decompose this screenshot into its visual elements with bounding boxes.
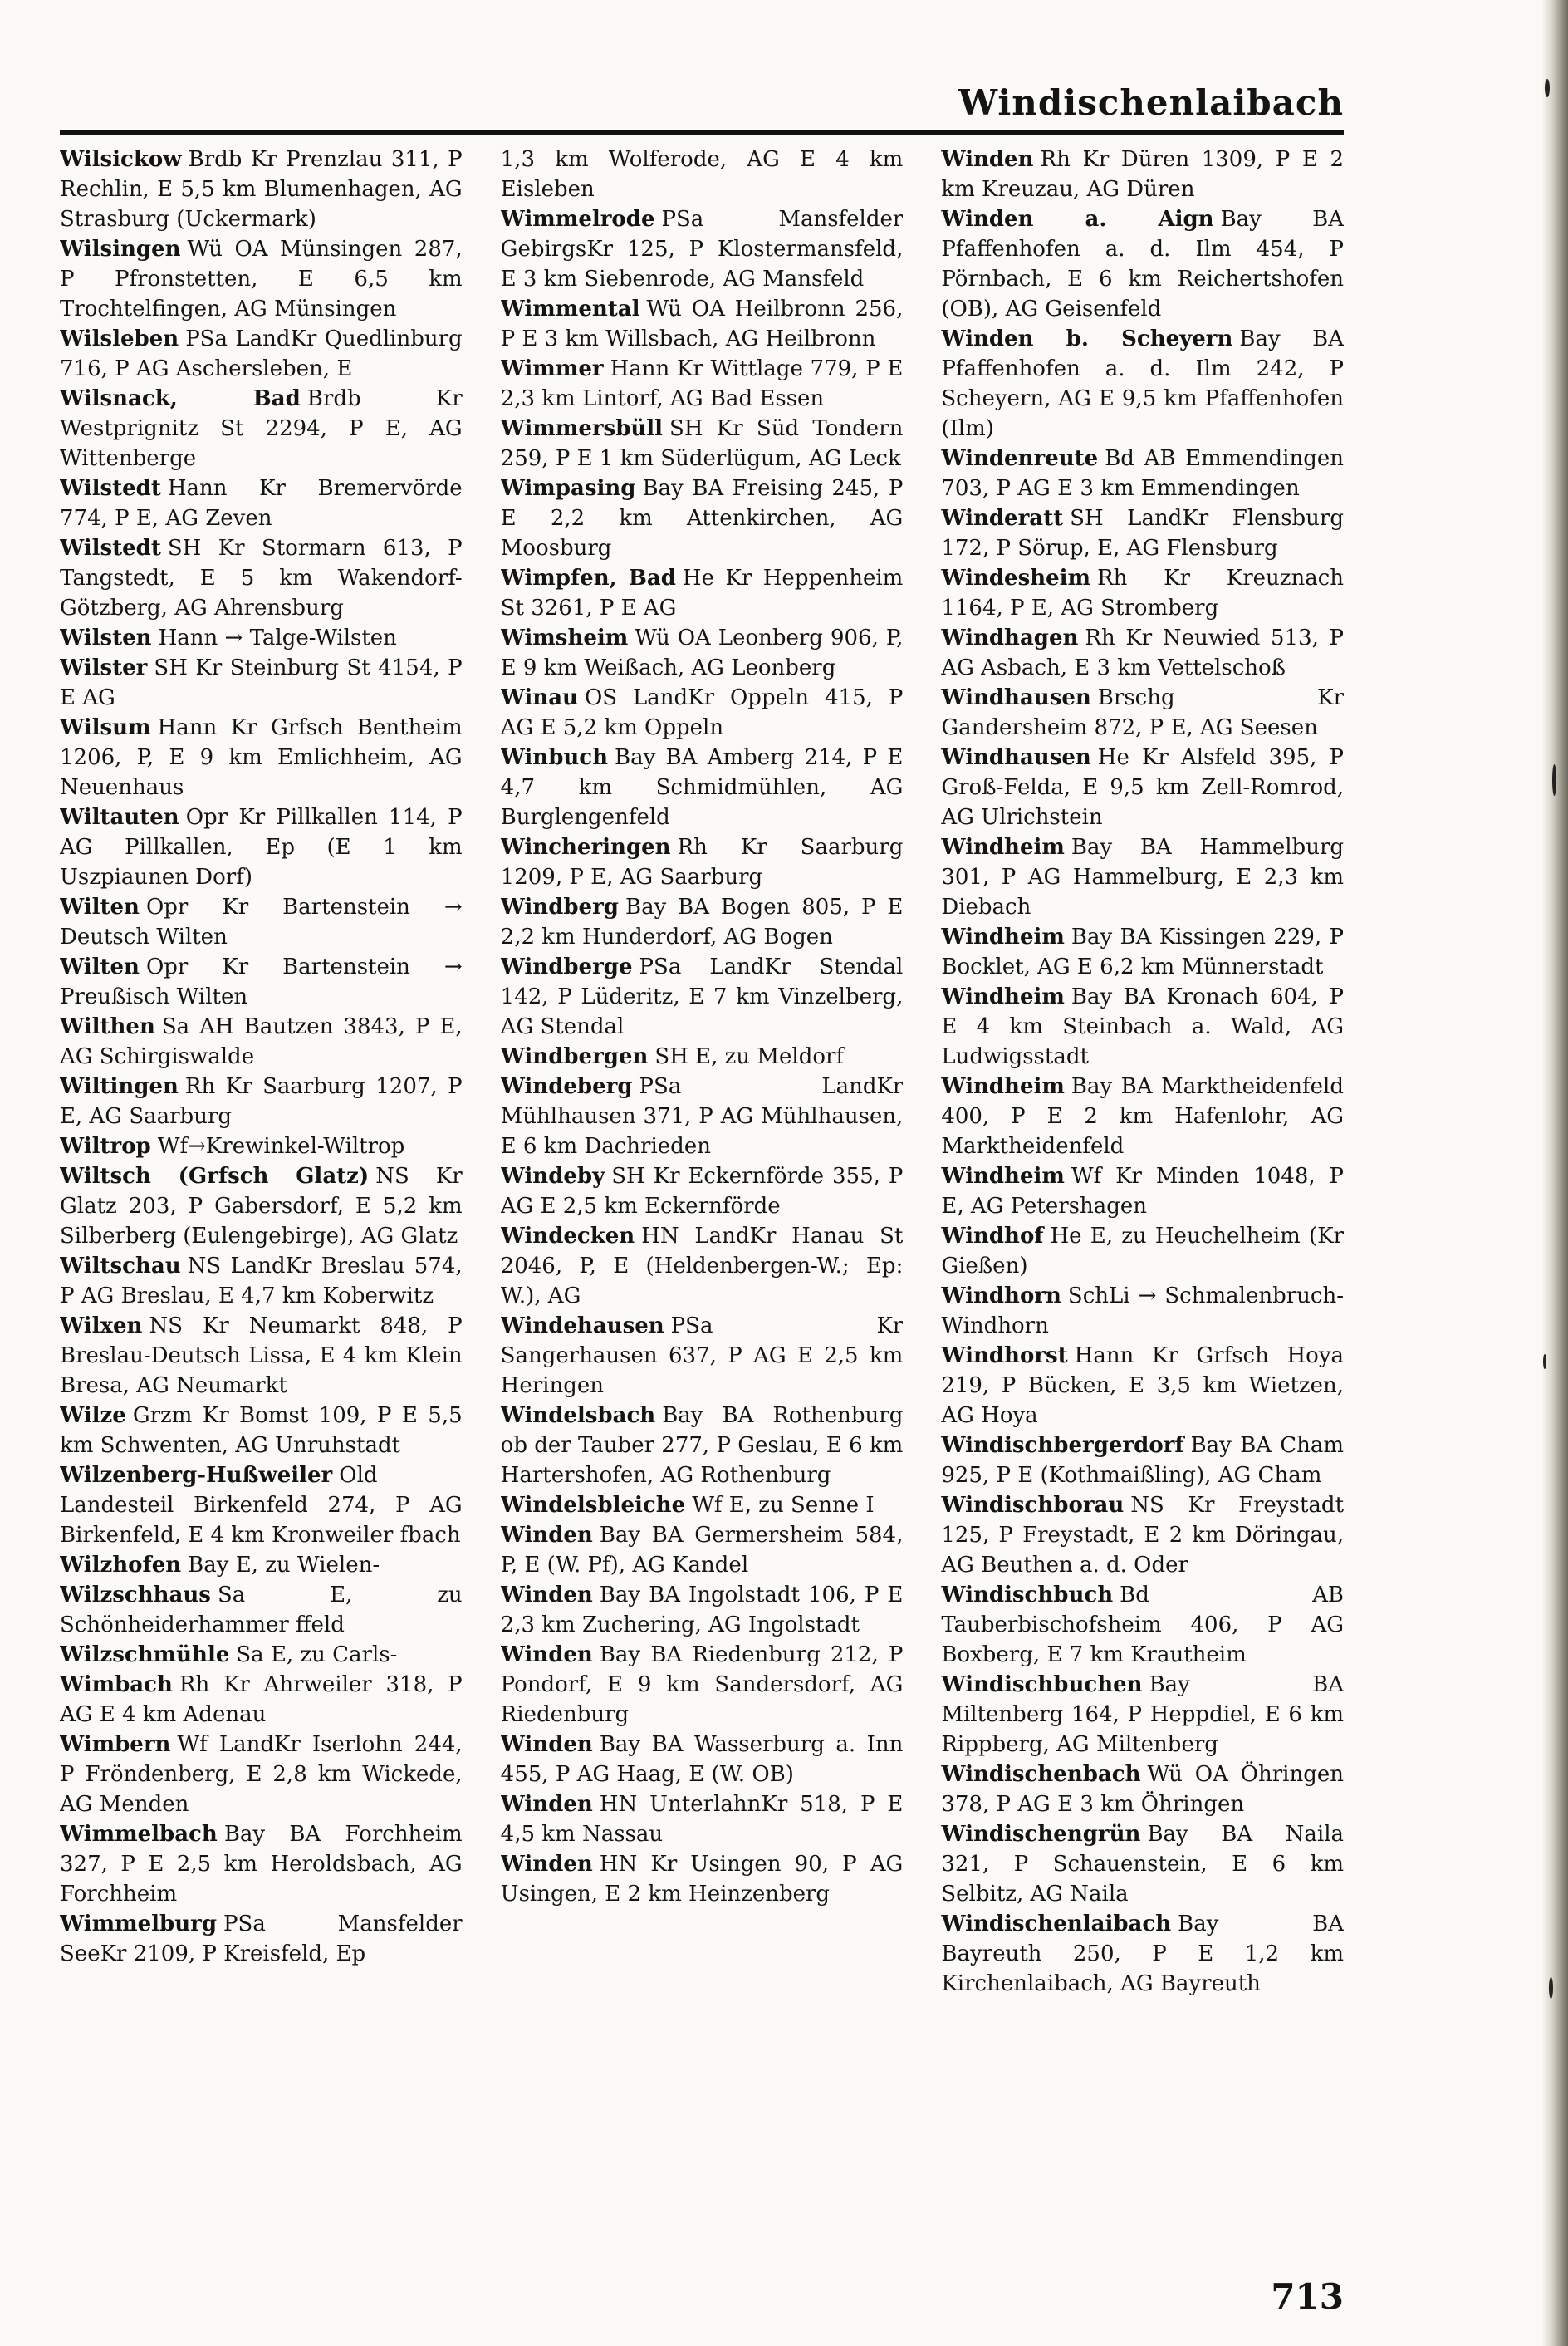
entry-text: Rh Kr Neuwied 513, P AG Asbach, E 3 km Vettelschoß [941, 626, 1345, 680]
entry-headword: Windheim [941, 1164, 1065, 1189]
entry [60, 892, 463, 952]
entry-text: SH E, zu Meldorf [654, 1044, 845, 1069]
entry [501, 1401, 904, 1490]
entry [501, 623, 904, 683]
entry-headword: Wiltschau [60, 1254, 181, 1279]
entry-text: SH Kr Steinburg St 4154, P E AG [60, 655, 463, 710]
entry [941, 1431, 1344, 1490]
entry-text: Bd AB Tauberbischofsheim 406, P AG Boxberg, E 7 km Krautheim [941, 1583, 1345, 1667]
entry-headword: Winden [941, 147, 1034, 172]
entry-text: PSa LandKr Stendal 142, P Lüderitz, E 7 km Vinzelberg, AG Stendal [500, 955, 904, 1039]
entry-text: He Kr Heppenheim St 3261, P E AG [500, 566, 904, 621]
entry [941, 444, 1344, 503]
entry-headword: Wincheringen [500, 835, 671, 860]
page-header [60, 66, 1344, 135]
entry-headword: Winden [500, 1792, 593, 1817]
entry [941, 1819, 1344, 1909]
entry [501, 145, 904, 204]
entry [941, 1341, 1344, 1431]
entry-headword: Wilzschmühle [60, 1642, 230, 1667]
entry-headword: Winau [500, 685, 578, 710]
entry [60, 1580, 463, 1640]
entry-text: HN Kr Usingen 90, P AG Usingen, E 2 km Heinzenberg [500, 1852, 904, 1907]
entry [941, 563, 1344, 623]
entry-text: Rh Kr Saarburg 1207, P E, AG Saarburg [60, 1074, 463, 1129]
entry-text: PSa LandKr Mühlhausen 371, P AG Mühlhausen, E 6 km Dachrieden [500, 1074, 904, 1159]
entry-headword: Wilstedt [60, 476, 161, 501]
entry-headword: Windheim [941, 1074, 1065, 1099]
entry [60, 324, 463, 384]
entry-headword: Wiltrop [60, 1134, 151, 1159]
entry-text: Bay BA Germersheim 584, P, E (W. Pf), AG Kandel [500, 1523, 904, 1578]
entry-headword: Winderatt [941, 506, 1064, 531]
entry-text: 1,3 km Wolferode, AG E 4 km Eisleben [500, 147, 904, 202]
entry [60, 145, 463, 234]
entry [501, 204, 904, 294]
entry-text: Wü OA Leonberg 906, P, E 9 km Weißach, AG Leonberg [500, 626, 904, 680]
entry [60, 952, 463, 1012]
entry-headword: Winden b. Scheyern [941, 326, 1233, 351]
entry-text: Opr Kr Bartenstein → Deutsch Wilten [60, 895, 463, 950]
entry [501, 474, 904, 563]
entry-text: Bay BA Marktheidenfeld 400, P E 2 km Hafenlohr, AG Marktheidenfeld [941, 1074, 1345, 1159]
entry-headword: Wimbach [60, 1672, 173, 1697]
entry-text: Bay BA Forchheim 327, P E 2,5 km Heroldsbach, AG Forchheim [60, 1822, 463, 1907]
entry-headword: Windischbergerdorf [941, 1433, 1184, 1458]
entry [60, 1909, 463, 1969]
entry-text: Brdb Kr Westprignitz St 2294, P E, AG Wittenberge [60, 386, 463, 471]
entry-headword: Wilsickow [60, 147, 182, 172]
entry-headword: Wimmer [500, 356, 604, 381]
entry-text: Bd AB Emmendingen 703, P AG E 3 km Emmendingen [941, 446, 1345, 501]
entry-text: Bay BA Ingolstadt 106, P E 2,3 km Zuchering, AG Ingolstadt [500, 1583, 904, 1637]
entry-headword: Wiltsch (Grfsch Glatz) [60, 1164, 370, 1189]
entry-text: Bay BA Naila 321, P Schauenstein, E 6 km Selbitz, AG Naila [941, 1822, 1345, 1907]
entry [501, 414, 904, 474]
entry-headword: Wilzhofen [60, 1553, 182, 1578]
entry-text: Wf LandKr Iserlohn 244, P Fröndenberg, E 2,8 km Wickede, AG Menden [60, 1732, 463, 1817]
column-2 [501, 145, 904, 2246]
entry [60, 1460, 463, 1550]
entry-headword: Windehausen [500, 1313, 664, 1338]
entry-headword: Windischengrün [941, 1822, 1141, 1847]
entry-headword: Winden a. Aign [941, 207, 1214, 232]
entry-headword: Wiltingen [60, 1074, 179, 1099]
entry-headword: Windhorn [941, 1283, 1061, 1308]
entry-headword: Wilsum [60, 715, 151, 740]
entry-headword: Windecken [500, 1224, 635, 1249]
entry-headword: Windhagen [941, 626, 1079, 650]
entry-headword: Wimpasing [500, 476, 636, 501]
entry-headword: Wilten [60, 955, 140, 979]
entry-headword: Windischenlaibach [941, 1912, 1172, 1936]
entry-text: NS Kr Freystadt 125, P Freystadt, E 2 km Döringau, AG Beuthen a. d. Oder [941, 1493, 1345, 1578]
entry [60, 1819, 463, 1909]
entry-text: Hann → Talge-Wilsten [158, 626, 397, 650]
entry-text: Bay BA Pfaffenhofen a. d. Ilm 454, P Pörnbach, E 6 km Reichertshofen (OB), AG Geisenfeld [941, 207, 1345, 321]
entry-text: Bay BA Wasserburg a. Inn 455, P AG Haag, E (W. OB) [500, 1732, 904, 1787]
entry [941, 1580, 1344, 1670]
entry-text: Opr Kr Bartenstein → Preußisch Wilten [60, 955, 463, 1009]
entry [941, 743, 1344, 832]
entry-headword: Windhorst [941, 1343, 1068, 1368]
entry [941, 204, 1344, 324]
entry-text: SH Kr Eckernförde 355, P AG E 2,5 km Eckernförde [500, 1164, 904, 1219]
entry [60, 1670, 463, 1730]
entry-text: Wf E, zu Senne I [692, 1493, 875, 1518]
entry-headword: Windhausen [941, 685, 1091, 710]
entry [60, 1550, 463, 1580]
entry-text: Bay BA Bogen 805, P E 2,2 km Hunderdorf, AG Bogen [500, 895, 904, 950]
entry [501, 1520, 904, 1580]
entry-text: Hann Kr Wittlage 779, P E 2,3 km Lintorf, AG Bad Essen [500, 356, 904, 411]
entry-headword: Wilxen [60, 1313, 143, 1338]
entry [60, 1161, 463, 1251]
column-3 [941, 145, 1344, 2246]
entry [60, 1131, 463, 1161]
entry-text: NS Kr Glatz 203, P Gabersdorf, E 5,2 km Silberberg (Eulengebirge), AG Glatz [60, 1164, 463, 1249]
entry [941, 1161, 1344, 1221]
entry [60, 653, 463, 713]
entry-headword: Winden [500, 1642, 593, 1667]
entry [501, 1042, 904, 1072]
entry-text: Sa E, zu Schönheiderhammer ffeld [60, 1583, 463, 1637]
entry-text: HN UnterlahnKr 518, P E 4,5 km Nassau [500, 1792, 904, 1847]
entry-text: Opr Kr Pillkallen 114, P AG Pillkallen, Ep (E 1 km Uszpiaunen Dorf) [60, 805, 463, 890]
entry-headword: Wimmersbüll [500, 416, 664, 441]
entry-text: Rh Kr Kreuznach 1164, P E, AG Stromberg [941, 566, 1345, 621]
entry-text: Bay BA Bayreuth 250, P E 1,2 km Kirchenlaibach, AG Bayreuth [941, 1912, 1345, 1996]
entry-text: Wf Kr Minden 1048, P E, AG Petershagen [941, 1164, 1345, 1219]
entry-text: SH LandKr Flensburg 172, P Sörup, E, AG Flensburg [941, 506, 1345, 561]
entry [501, 1730, 904, 1789]
entry-text: He E, zu Heuchelheim (Kr Gießen) [941, 1224, 1345, 1279]
entry-columns [60, 145, 1344, 2246]
entry [501, 1072, 904, 1161]
entry [60, 1012, 463, 1072]
entry [60, 474, 463, 533]
entry-text: Old Landesteil Birkenfeld 274, P AG Birkenfeld, E 4 km Kronweiler fbach [60, 1463, 463, 1548]
entry-headword: Wilsingen [60, 237, 181, 262]
entry-text: He Kr Alsfeld 395, P Groß-Felda, E 9,5 km Zell-Romrod, AG Ulrichstein [941, 745, 1345, 830]
entry [941, 1281, 1344, 1341]
entry-text: Bay BA Cham 925, P E (Kothmaißling), AG Cham [941, 1433, 1345, 1488]
entry-headword: Windenreute [941, 446, 1099, 471]
entry-headword: Windischbuch [941, 1583, 1114, 1607]
entry [941, 1490, 1344, 1580]
entry [941, 1760, 1344, 1819]
entry [60, 234, 463, 324]
entry-headword: Windbergen [500, 1044, 649, 1069]
entry-headword: Windheim [941, 835, 1065, 860]
entry-headword: Windberg [500, 895, 619, 920]
entry [501, 1221, 904, 1311]
entry-headword: Wilze [60, 1403, 126, 1428]
entry-text: Bay BA Riedenburg 212, P Pondorf, E 9 km Sandersdorf, AG Riedenburg [500, 1642, 904, 1727]
entry-text: Wf→Krewinkel-Wiltrop [157, 1134, 405, 1159]
entry [941, 1072, 1344, 1161]
entry [501, 1161, 904, 1221]
entry-text: Hann Kr Bremervörde 774, P E, AG Zeven [60, 476, 463, 531]
entry-text: Grzm Kr Bomst 109, P E 5,5 km Schwenten, AG Unruhstadt [60, 1403, 463, 1458]
entry-headword: Wimpfen, Bad [500, 566, 676, 591]
scan-speck [1543, 1354, 1546, 1369]
entry-text: PSa Kr Sangerhausen 637, P AG E 2,5 km Heringen [500, 1313, 904, 1398]
entry-text: SH Kr Stormarn 613, P Tangstedt, E 5 km Wakendorf-Götzberg, AG Ahrensburg [60, 536, 463, 621]
entry [501, 1490, 904, 1520]
entry-text: SH Kr Süd Tondern 259, P E 1 km Süderlügum, AG Leck [500, 416, 904, 471]
entry-headword: Wimmelbach [60, 1822, 218, 1847]
entry-text: Bay BA Hammelburg 301, P AG Hammelburg, E 2,3 km Diebach [941, 835, 1345, 920]
page-number: 713 [1271, 2276, 1344, 2317]
entry-headword: Wimsheim [500, 626, 629, 650]
scan-speck [1545, 79, 1550, 97]
entry-headword: Windischenbach [941, 1762, 1141, 1787]
entry-text: NS LandKr Breslau 574, P AG Breslau, E 4,7 km Koberwitz [60, 1254, 463, 1308]
entry-text: PSa Mansfelder GebirgsKr 125, P Klostermansfeld, E 3 km Siebenrode, AG Mansfeld [500, 207, 904, 292]
entry-text: PSa LandKr Quedlinburg 716, P AG Aschersleben, E [60, 326, 463, 381]
scan-speck [1549, 1977, 1553, 1999]
entry [501, 1640, 904, 1730]
entry-headword: Winbuch [500, 745, 609, 770]
entry-text: Hann Kr Grfsch Hoya 219, P Bücken, E 3,5 km Wietzen, AG Hoya [941, 1343, 1345, 1428]
entry-headword: Windeby [500, 1164, 605, 1189]
entry-text: NS Kr Neumarkt 848, P Breslau-Deutsch Lissa, E 4 km Klein Bresa, AG Neumarkt [60, 1313, 463, 1398]
entry-text: Wü OA Heilbronn 256, P E 3 km Willsbach, AG Heilbronn [500, 297, 904, 351]
entry-headword: Winden [500, 1523, 593, 1548]
entry-headword: Wilstedt [60, 536, 161, 561]
entry [941, 1221, 1344, 1281]
entry [60, 1072, 463, 1131]
entry [501, 892, 904, 952]
entry [501, 952, 904, 1042]
entry-headword: Wimbern [60, 1732, 171, 1757]
entry-headword: Windhausen [941, 745, 1091, 770]
entry-headword: Wimmelburg [60, 1912, 218, 1936]
entry-headword: Wilsten [60, 626, 152, 650]
entry-text: Bay BA Kronach 604, P E 4 km Steinbach a. Wald, AG Ludwigsstadt [941, 984, 1345, 1069]
entry [501, 354, 904, 414]
scan-speck [1552, 764, 1556, 796]
entry-headword: Windesheim [941, 566, 1091, 591]
entry [941, 1670, 1344, 1760]
entry-text: Hann Kr Grfsch Bentheim 1206, P, E 9 km Emlichheim, AG Neuenhaus [60, 715, 463, 800]
entry-text: Wü OA Münsingen 287, P Pfronstetten, E 6,5 km Trochtelfingen, AG Münsingen [60, 237, 463, 321]
entry-headword: Windheim [941, 925, 1065, 950]
entry-text: Wü OA Öhringen 378, P AG E 3 km Öhringen [941, 1762, 1345, 1817]
entry [501, 832, 904, 892]
entry [941, 324, 1344, 444]
entry [941, 145, 1344, 204]
entry-text: OS LandKr Oppeln 415, P AG E 5,2 km Oppeln [500, 685, 904, 740]
entry-text: Rh Kr Düren 1309, P E 2 km Kreuzau, AG Düren [941, 147, 1345, 202]
entry [941, 503, 1344, 563]
entry-headword: Windberge [500, 955, 633, 979]
entry [60, 802, 463, 892]
entry-headword: Windeberg [500, 1074, 633, 1099]
entry [941, 1909, 1344, 1999]
entry [60, 1730, 463, 1819]
entry-text: Bay BA Miltenberg 164, P Heppdiel, E 6 km Rippberg, AG Miltenberg [941, 1672, 1345, 1757]
entry-text: Bay BA Rothenburg ob der Tauber 277, P Geslau, E 6 km Hartershofen, AG Rothenburg [500, 1403, 904, 1488]
entry [501, 1849, 904, 1909]
entry [60, 1251, 463, 1311]
entry [501, 563, 904, 623]
entry-headword: Winden [500, 1852, 593, 1877]
entry [60, 1401, 463, 1460]
entry [941, 832, 1344, 922]
entry [941, 982, 1344, 1072]
entry-headword: Wilster [60, 655, 148, 680]
entry-headword: Wimmental [500, 297, 640, 321]
entry [60, 1640, 463, 1670]
entry [60, 384, 463, 474]
entry-headword: Wilzschhaus [60, 1583, 211, 1607]
entry-text: Bay BA Pfaffenhofen a. d. Ilm 242, P Scheyern, AG E 9,5 km Pfaffenhofen (Ilm) [941, 326, 1345, 441]
entry-headword: Wilzenberg-Hußweiler [60, 1463, 333, 1488]
entry [501, 743, 904, 832]
entry [941, 623, 1344, 683]
entry-headword: Wiltauten [60, 805, 179, 830]
entry-headword: Wilsleben [60, 326, 179, 351]
entry-headword: Wilsnack, Bad [60, 386, 301, 411]
entry-headword: Winden [500, 1583, 593, 1607]
entry-headword: Windheim [941, 984, 1065, 1009]
running-head: Windischenlaibach [958, 82, 1344, 123]
entry [501, 294, 904, 354]
entry-text: Rh Kr Saarburg 1209, P E, AG Saarburg [500, 835, 904, 890]
entry-headword: Windischborau [941, 1493, 1125, 1518]
entry-text: Bay BA Kissingen 229, P Bocklet, AG E 6,2 km Münnerstadt [941, 925, 1345, 979]
entry-text: Bay BA Amberg 214, P E 4,7 km Schmidmühlen, AG Burglengenfeld [500, 745, 904, 830]
column-1 [60, 145, 463, 2246]
entry [501, 1789, 904, 1849]
entry [60, 623, 463, 653]
entry [60, 1311, 463, 1401]
entry-text: Brschg Kr Gandersheim 872, P E, AG Seesen [941, 685, 1345, 740]
entry-text: PSa Mansfelder SeeKr 2109, P Kreisfeld, Ep [60, 1912, 463, 1966]
entry-headword: Windelsbleiche [500, 1493, 686, 1518]
entry-headword: Windischbuchen [941, 1672, 1143, 1697]
entry-headword: Winden [500, 1732, 593, 1757]
entry-text: Bay E, zu Wielen- [188, 1553, 380, 1578]
entry-text: Sa E, zu Carls- [236, 1642, 398, 1667]
entry-text: Brdb Kr Prenzlau 311, P Rechlin, E 5,5 km Blumenhagen, AG Strasburg (Uckermark) [60, 147, 463, 232]
entry-headword: Wilthen [60, 1014, 155, 1039]
entry [60, 533, 463, 623]
entry-headword: Wilten [60, 895, 140, 920]
entry-headword: Windelsbach [500, 1403, 656, 1428]
entry [501, 1580, 904, 1640]
scan-edge-shadow [1541, 0, 1568, 2346]
entry-headword: Wimmelrode [500, 207, 655, 232]
entry-text: Bay BA Freising 245, P E 2,2 km Attenkirchen, AG Moosburg [500, 476, 904, 561]
entry [60, 713, 463, 802]
entry-text: SchLi → Schmalenbruch-Windhorn [941, 1283, 1345, 1338]
entry [941, 683, 1344, 743]
entry-text: HN LandKr Hanau St 2046, P, E (Heldenbergen-W.; Ep: W.), AG [500, 1224, 904, 1308]
entry-text: Rh Kr Ahrweiler 318, P AG E 4 km Adenau [60, 1672, 463, 1727]
entry-headword: Windhof [941, 1224, 1044, 1249]
entry-text: Sa AH Bautzen 3843, P E, AG Schirgiswalde [60, 1014, 463, 1069]
entry [501, 1311, 904, 1401]
entry [501, 683, 904, 743]
entry [941, 922, 1344, 982]
